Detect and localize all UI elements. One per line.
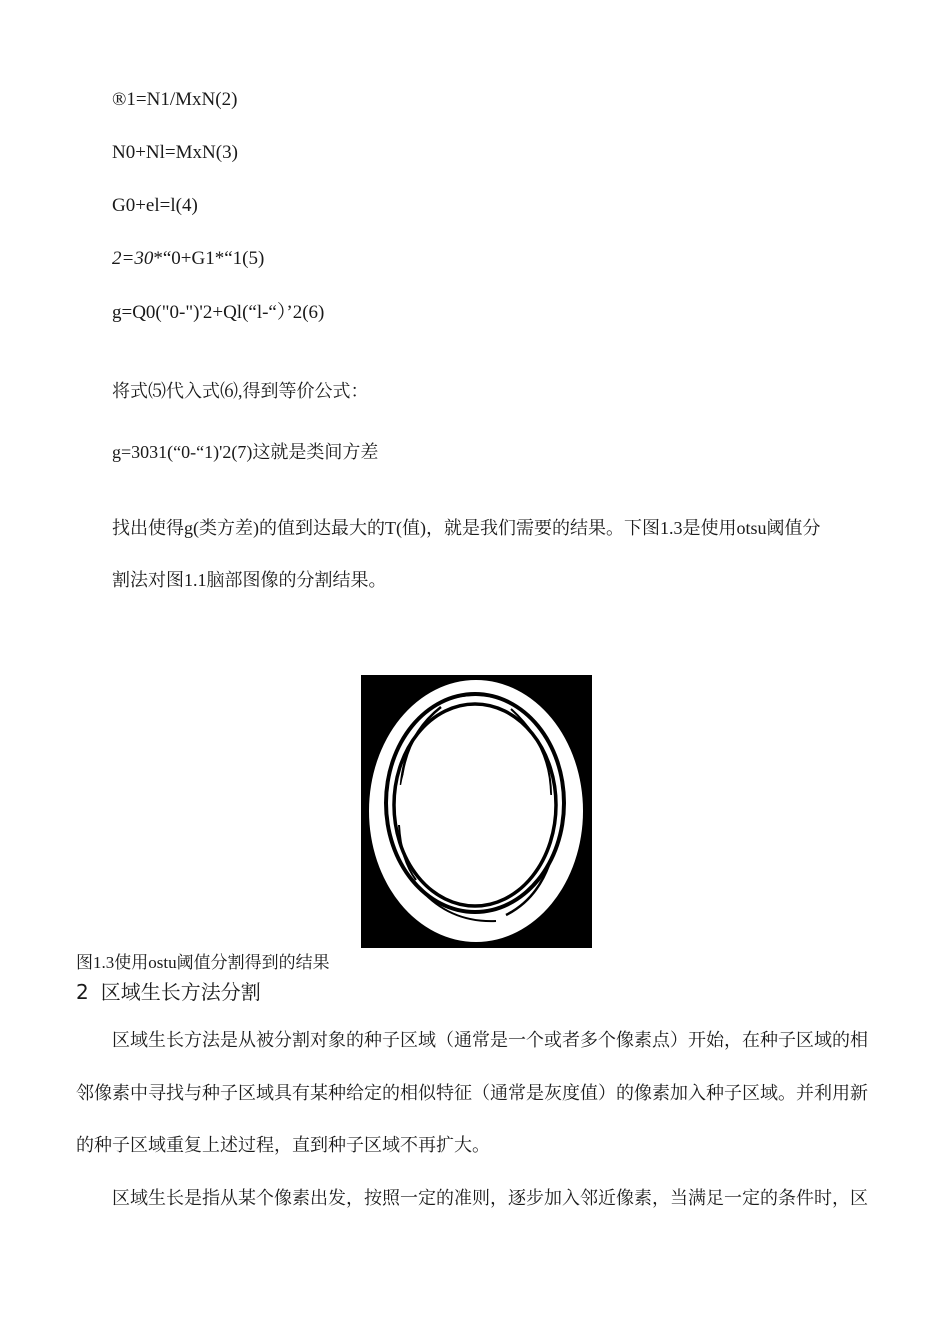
otsu-paragraph-line-1: 找出使得g(类方差)的值到达最大的T(值)，就是我们需要的结果。下图1.3是使用otsu阈值分 xyxy=(112,518,821,538)
figure-caption: 图1.3使用ostu阈值分割得到的结果 xyxy=(76,953,330,972)
equation-4: G0+el=l(4) xyxy=(112,195,198,216)
otsu-paragraph-line-2: 割法对图1.1脑部图像的分割结果。 xyxy=(112,570,387,590)
segmented-skull-ring-image xyxy=(361,675,592,948)
region-paragraph-1-line-3: 的种子区域重复上述过程，直到种子区域不再扩大。 xyxy=(76,1135,490,1155)
region-paragraph-1-line-2: 邻像素中寻找与种子区域具有某种给定的相似特征（通常是灰度值）的像素加入种子区域。并利用新 xyxy=(76,1083,868,1103)
equation-7-text: g=3031(“0-“1)'2(7)这就是类间方差 xyxy=(112,442,379,462)
section-title: 区域生长方法分割 xyxy=(100,980,261,1004)
equation-2: ®1=N1/MxN(2) xyxy=(112,89,238,110)
region-paragraph-2-line-1: 区域生长是指从某个像素出发，按照一定的准则，逐步加入邻近像素，当满足一定的条件时，区 xyxy=(112,1188,868,1208)
otsu-segmentation-figure xyxy=(361,675,592,948)
section-heading xyxy=(76,978,261,1006)
equation-5 xyxy=(112,247,264,271)
equation-6: g=Q0("0-")'2+Ql(“l-“）’2(6) xyxy=(112,302,325,323)
equation-3: N0+Nl=MxN(3) xyxy=(112,142,238,163)
region-paragraph-1-line-1: 区域生长方法是从被分割对象的种子区域（通常是一个或者多个像素点）开始，在种子区域的相 xyxy=(112,1030,868,1050)
substitute-text: 将式⑸代入式⑹,得到等价公式： xyxy=(112,381,369,401)
equation-5-rest: *“0+G1*“1(5) xyxy=(153,248,265,269)
equation-5-italic-part: 2=30 xyxy=(112,248,154,269)
section-number: 2 xyxy=(76,980,89,1004)
